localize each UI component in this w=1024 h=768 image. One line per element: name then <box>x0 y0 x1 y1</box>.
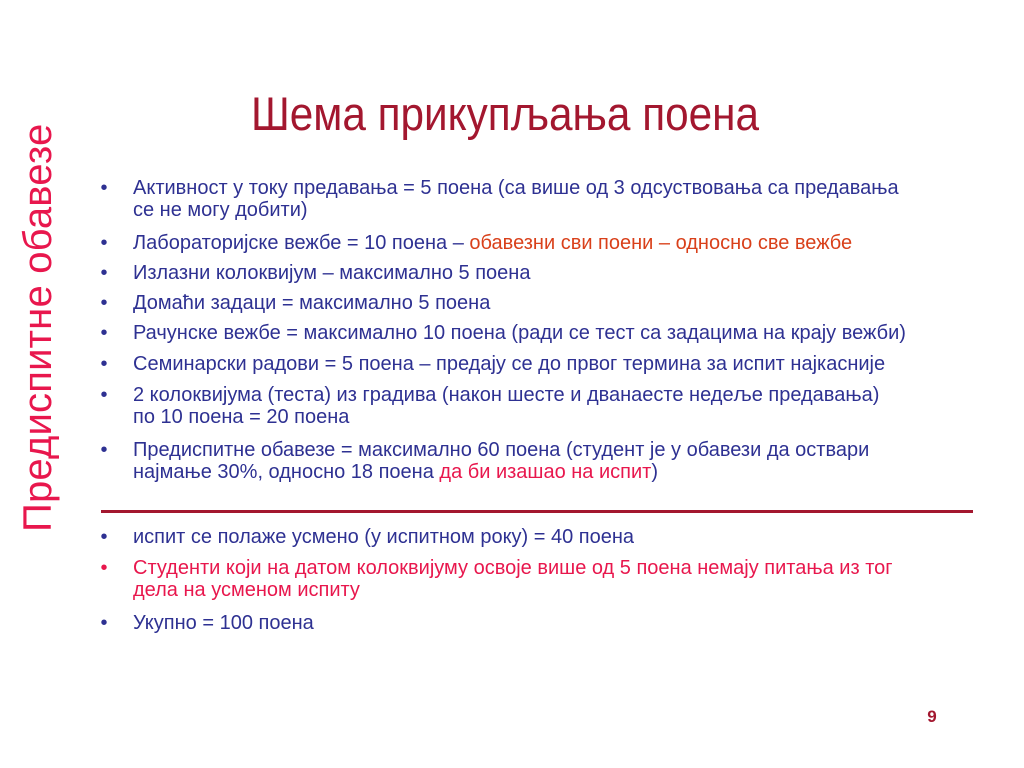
item-text-line1: 2 колоквијума (теста) из градива (након шесте и дванаесте недеље предавања) <box>133 384 880 406</box>
bullet: • <box>100 439 108 461</box>
bullet: • <box>100 232 108 254</box>
list-item <box>100 526 963 548</box>
bullet: • <box>100 526 108 548</box>
item-text: Излазни колоквијум – максимално 5 поена <box>133 262 531 284</box>
slide-title: Шема прикупљања поена <box>250 87 760 140</box>
list-item <box>100 262 963 284</box>
item-text: Домаћи задаци = максимално 5 поена <box>133 292 491 314</box>
bullet: • <box>100 262 108 284</box>
list-item <box>100 232 963 254</box>
item-text-line1: Предиспитне обавезе = максимално 60 поена (студент је у обавези да оствари <box>133 439 870 461</box>
list-item <box>100 322 963 344</box>
bullet: • <box>100 384 108 406</box>
item-text: испит се полаже усмено (у испитном року) = 40 поена <box>133 526 635 548</box>
list-item <box>100 384 963 428</box>
item-text-line1: Активност у току предавања = 5 поена (са више од 3 одсуствовања са предавања <box>133 177 899 199</box>
item-text: Семинарски радови = 5 поена – предају се до првог термина за испит најкасније <box>133 353 886 375</box>
item-text-tail: ) <box>651 461 658 483</box>
list-item <box>100 292 963 314</box>
item-highlight: да би изашао на испит <box>439 461 652 483</box>
item-text: Лабораторијске вежбе = 10 поена – <box>133 232 470 254</box>
bullet: • <box>100 292 108 314</box>
bullet: • <box>100 612 108 634</box>
bullet: • <box>100 177 108 199</box>
bullet: • <box>100 557 108 579</box>
item-text-line2: дела на усменом испиту <box>133 579 360 601</box>
list-item <box>100 557 963 601</box>
item-text: Рачунске вежбе = максимално 10 поена (ради се тест са задацима на крају вежби) <box>133 322 906 344</box>
item-text-line1: Студенти који на датом колоквијуму освоје више од 5 поена немају питања из тог <box>133 557 893 579</box>
item-text: најмање 30%, односно 18 поена <box>133 461 440 483</box>
item-text: Укупно = 100 поена <box>133 612 314 634</box>
list-item <box>100 612 963 634</box>
item-text-line2: се не могу добити) <box>133 199 308 221</box>
item-text-line2 <box>133 461 963 483</box>
side-label: Предиспитне обавезе <box>16 123 60 532</box>
item-text-line2: по 10 поена = 20 поена <box>133 406 350 428</box>
bullet: • <box>100 322 108 344</box>
list-item <box>100 353 963 375</box>
list-item <box>100 439 963 483</box>
section-divider <box>101 510 973 513</box>
list-item <box>100 177 963 221</box>
item-highlight: обавезни сви поени – односно све вежбе <box>469 232 853 254</box>
page-number: 9 <box>927 707 937 726</box>
bullet: • <box>100 353 108 375</box>
